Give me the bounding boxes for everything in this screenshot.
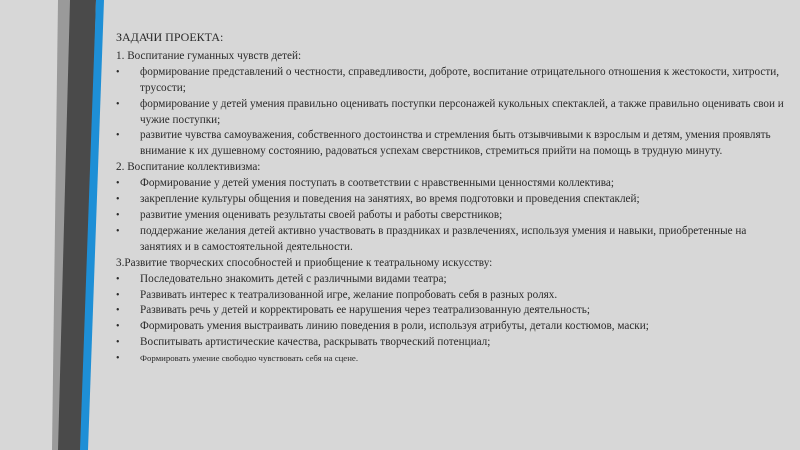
section-heading: 3.Развитие творческих способностей и приобщение к театральному искусству: xyxy=(116,256,493,269)
bullet-icon: • xyxy=(116,273,120,285)
section-humane-feelings xyxy=(116,49,786,160)
list-item xyxy=(116,303,786,319)
list-item xyxy=(116,208,786,224)
list-item xyxy=(116,288,786,304)
list-item-text: развитие умения оценивать результаты своей работы и работы сверстников; xyxy=(140,208,503,221)
list-item-text: формирование представлений о честности, справедливости, доброте, воспитание отрицательного отношения к жестокости, хитрости, трусости; xyxy=(140,65,779,94)
section-heading: 1. Воспитание гуманных чувств детей: xyxy=(116,49,302,62)
bullet-icon: • xyxy=(116,66,120,78)
list-item-text: Формировать умения выстраивать линию поведения в роли, используя атрибуты, детали костюмов, маски; xyxy=(140,320,649,333)
list-item xyxy=(116,335,786,351)
bullet-icon: • xyxy=(116,130,120,142)
section-creativity xyxy=(116,256,786,367)
bullet-icon: • xyxy=(116,209,120,221)
page-title: ЗАДАЧИ ПРОЕКТА: xyxy=(116,30,224,44)
list-item xyxy=(116,176,786,192)
list-item-text: Развивать речь у детей и корректировать ее нарушения через театрализованную деятельность; xyxy=(140,304,590,317)
bullet-icon: • xyxy=(116,289,120,301)
list-item-text: поддержание желания детей активно участвовать в праздниках и развлечениях, используя умения и навыки, приобретенные на занятиях и в самостоятельной деятельности. xyxy=(140,224,747,253)
list-item xyxy=(116,272,786,288)
list-item-text: Формирование у детей умения поступать в соответствии с нравственными ценностями коллектива; xyxy=(140,177,614,190)
list-item-text: закрепление культуры общения и поведения на занятиях, во время подготовки и проведения спектаклей; xyxy=(140,193,640,206)
list-item xyxy=(116,97,786,129)
list-item-text: развитие чувства самоуважения, собственного достоинства и стремления быть отзывчивыми к взрослым и детям, умения проявлять внимание к их душевному состоянию, радоваться успехам сверстников, стремиться прийти на помощь в трудную минуту. xyxy=(140,129,771,158)
bullet-icon: • xyxy=(116,98,120,110)
section-collectivism xyxy=(116,160,786,255)
bullet-icon: • xyxy=(116,225,120,237)
list-item xyxy=(116,224,786,256)
list-item-text: Воспитывать артистические качества, раскрывать творческий потенциал; xyxy=(140,336,491,349)
bullet-icon: • xyxy=(116,337,120,349)
list-item xyxy=(116,351,786,367)
list-item xyxy=(116,192,786,208)
task-list xyxy=(116,30,786,367)
bullet-icon: • xyxy=(116,194,120,206)
list-item xyxy=(116,65,786,97)
bullet-icon: • xyxy=(116,321,120,333)
list-item xyxy=(116,128,786,160)
list-item-text: Развивать интерес к театрализованной игре, желание попробовать себя в разных ролях. xyxy=(140,288,558,301)
list-item xyxy=(116,319,786,335)
list-item-text: Формировать умение свободно чувствовать себя на сцене. xyxy=(140,353,359,364)
list-item-text: Последовательно знакомить детей с различными видами театра; xyxy=(140,272,447,285)
bullet-icon: • xyxy=(116,178,120,190)
section-heading: 2. Воспитание коллективизма: xyxy=(116,161,261,174)
list-item-text: формирование у детей умения правильно оценивать поступки персонажей кукольных спектаклей, а также правильно оценивать свои и чужие поступки; xyxy=(140,97,784,126)
bullet-icon: • xyxy=(116,353,120,365)
bullet-icon: • xyxy=(116,305,120,317)
